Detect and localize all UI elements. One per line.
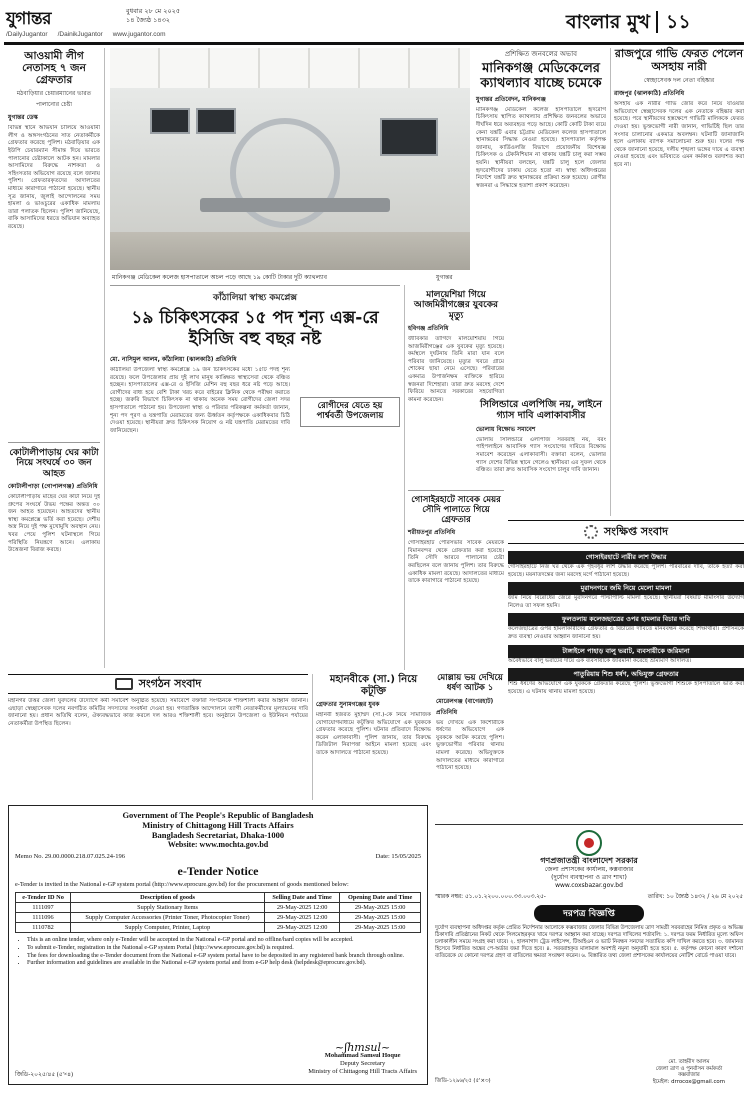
brief-news-icon <box>584 525 598 539</box>
tender-notice-coxsbazar <box>435 830 743 1088</box>
table-header: Opening Date and Time <box>340 893 421 903</box>
tender-address: Bangladesh Secretariat, Dhaka-1000 <box>151 830 285 840</box>
byline: রাজপুর (ঝালকাঠি) প্রতিনিধি <box>614 90 685 98</box>
kicker: প্রশিক্ষিত জনবলের অভাব <box>504 50 578 58</box>
byline: মোরেলগঞ্জ (বাগেরহাট) প্রতিনিধি <box>436 697 494 716</box>
headline: ১৯ চিকিৎসকের ১৫ পদ শূন্য এক্স-রে ইসিজি বহু বছর নষ্ট <box>131 308 379 349</box>
brief-item: মুরাদনগরে জমি নিয়ে মেলো মামলা জমি নিয়ে বিরোধের জেরে মুরাদনগরে পাল্টাপাল্টি মামলা হয়েছে। স্থানীয়রা বিষয়টি মীমাংসার উদ্যোগ নিলেও তা সফল হয়নি। <box>508 584 744 609</box>
tender-notes <box>27 937 421 968</box>
headline: সিলিন্ডারে এলপিজি নয়, লাইনে গ্যাস দাবি এলাকাবাসীর <box>480 399 602 421</box>
kicker: মঠবাড়িয়ার চেয়ারম্যানের ভারত পালানোর চেষ্টা <box>16 90 92 109</box>
divider <box>8 442 100 443</box>
list-item: • The fees for downloading the e-Tender document from the National e-GP system portal have to be deposited in any registered bank branch through online. <box>27 953 421 961</box>
headline-kotalipara: কোটালীপাড়ায় ঘের কাটা নিয়ে সংঘর্ষে ৩০ জন আহত <box>9 448 99 479</box>
pullquote-box <box>300 397 400 427</box>
social-facebook[interactable]: /DailyJugantor <box>6 31 48 38</box>
headline: মালয়েশিয়া গিয়ে আজমিরীগঞ্জের যুবকের মৃত্যু <box>414 290 498 321</box>
headline: মোল্লায় ভয় দেখিয়ে ধর্ষণ আটক ১ <box>437 673 503 693</box>
notice-gov: গণপ্রজাতন্ত্রী বাংলাদেশ সরকার <box>540 856 638 865</box>
table-row: 1111096 Supply Computer Accessories (Printer Toner, Photocopier Toner) 29-May-2025 12:00 29-May-2025 15:00 <box>16 913 421 923</box>
article-body: বিভিন্ন স্থানে অভিযান চালিয়ে আওয়ামী লীগ ও অঙ্গসংগঠনের সাত নেতাকর্মীকে গ্রেফতার করেছে পুলিশ। মঠবাড়িয়ার এক ইউপি চেয়ারম্যান সীমান্ত দিয়ে ভারতে পালানোর চেষ্টাকালে আটক হন। মামলার আসামিদের বিরুদ্ধে নাশকতা ও সহিংসতার অভিযোগ রয়েছে বলে জানায় পুলিশ। গ্রেফতারকৃতদের আদালতের মাধ্যমে কারাগারে পাঠানো হয়েছে। স্থানীয় সূত্র জানায়, জুলাই আন্দোলনের সময় হামলা ও ভাঙচুরের একাধিক মামলায় তারা পলাতক ছিলেন। পুলিশ জানিয়েছে, বাকি আসামিদের ধরতে অভিযান অব্যাহত রয়েছে। <box>8 125 100 230</box>
photo-caption: মানিকগঞ্জ মেডিকেল কলেজ হাসপাতালে অচল পড়ে আছে ১৯ কোটি টাকার দুটি ক্যাথল্যাব <box>112 274 327 281</box>
article-body: ভোলায় সিলিন্ডারে এলপিজি সরবরাহ নয়, বরং পাইপলাইনে আবাসিক গ্যাস সংযোগের দাবিতে বিক্ষোভ সমাবেশ করেছেন এলাকাবাসী। বক্তারা বলেন, ভোলার গ্যাস দেশের বিভিন্ন স্থানে গেলেও স্থানীয়রা এর সুফল থেকে বঞ্চিত। তারা দ্রুত আবাসিক সংযোগ চালুর দাবি জানান। <box>476 436 606 474</box>
byline: মো. নাসিমুল আলম, কাঁঠালিয়া (ঝালকাঠি) প্রতিনিধি <box>110 356 237 363</box>
table-header: e-Tender ID No <box>16 893 71 903</box>
tender-ministry: Ministry of Chittagong Hill Tracts Affairs <box>142 820 294 830</box>
notice-body: দুর্যোগ ব্যবস্থাপনা অধিদপ্তর কর্তৃক প্রেরিত নির্দেশনার আলোকে কক্সবাজার জেলার বিভিন্ন উপজেলায় ত্রাণ সামগ্রী সরবরাহের নিমিত্ত প্রকৃত ও অভিজ্ঞ ঠিকাদারি প্রতিষ্ঠানের নিকট থেকে সিলমোহরকৃত খামে দরপত্র আহ্বান করা যাচ্ছে। দরপত্র দাখিলের শর্তাবলি: ১. দরপত্র ফরম নির্ধারিত মূল্যে অফিস চলাকালীন সময়ে সংগ্রহ করা যাবে। ২. হালনাগাদ ট্রেড লাইসেন্স, টিআইএন ও ভ্যাট নিবন্ধন সনদের সত্যায়িত কপি দাখিল করতে হবে। ৩. জামানত হিসেবে নির্ধারিত অঙ্কের পে-অর্ডার জমা দিতে হবে। ৪. সরবরাহকৃত মালামাল অবশ্যই নমুনা অনুযায়ী হতে হবে। ৫. কর্তৃপক্ষ কোনো কারণ দর্শানো ব্যতিরেকে যে কোনো দরপত্র গ্রহণ বা বাতিলের ক্ষমতা সংরক্ষণ করেন। ৬. বিস্তারিত তথ্য জেলা প্রশাসকের কার্যালয়ের নোটিশ বোর্ডে পাওয়া যাবে। <box>435 925 743 959</box>
pullquote: রোগীদের যেতে হয় পার্শ্ববর্তী উপজেলায় <box>316 401 384 421</box>
list-item: • To submit e-Tender, registration in the National e-GP system Portal (http://www.eprocure.gov.bd) is required. <box>27 945 421 953</box>
article-body: মানিকগঞ্জ মেডিকেল কলেজ হাসপাতালে হৃদরোগ চিকিৎসায় স্থাপিত ক্যাথল্যাব প্রশিক্ষিত জনবলের অভাবে দীর্ঘদিন ধরে অব্যবহৃত পড়ে আছে। কোটি কোটি টাকা ব্যয়ে কেনা যন্ত্রটি এবার চট্টগ্রাম মেডিকেল কলেজ হাসপাতালে স্থানান্তরের সিদ্ধান্ত নেওয়া হয়েছে। হাসপাতাল কর্তৃপক্ষ জানায়, কার্ডিওলজি বিভাগে প্রয়োজনীয় বিশেষজ্ঞ চিকিৎসক ও টেকনিশিয়ান না থাকায় যন্ত্রটি চালু করা সম্ভব হয়নি। স্থানীয়রা বলছেন, যন্ত্রটি চালু হলে জেলার হৃদরোগীদের ঢাকায় যেতে হতো না। স্বাস্থ্য অধিদপ্তরের নির্দেশে যন্ত্রটি দ্রুত স্থানান্তরের প্রক্রিয়া শুরু হয়েছে। রোগীর স্বজনরা এ সিদ্ধান্তে হতাশা প্রকাশ করেছেন। <box>476 106 606 189</box>
table-row: 1110782 Supply Computer, Printer, Laptop 29-May-2025 12:00 29-May-2025 15:00 <box>16 923 421 933</box>
byline: ভোলায় বিক্ষোভ সমাবেশ <box>476 425 536 433</box>
tender-table <box>15 892 421 933</box>
headline: মানিকগঞ্জ মেডিকেলের ক্যাথল্যাব যাচ্ছে চমেকে <box>480 61 602 91</box>
article-body: মহানবী হজরত মুহাম্মদ (সা.)-কে নিয়ে সামাজিক যোগাযোগমাধ্যমে কটূক্তির অভিযোগে এক যুবককে গ্রেফতার করেছে পুলিশ। ঘটনার প্রতিবাদে বিক্ষোভ করেন এলাকাবাসী। পুলিশ জানায়, তার বিরুদ্ধে ডিজিটাল নিরাপত্তা আইনে মামলা হয়েছে এবং তাকে আদালতে পাঠানো হয়েছে। <box>316 712 431 756</box>
table-row: 1111097 Supply Stationary Items 29-May-2025 12:00 29-May-2025 15:00 <box>16 903 421 913</box>
issue-date: বুধবার ২৮ মে ২০২৫ ১৪ জ্যৈষ্ঠ ১৪৩২ <box>126 7 181 24</box>
notice-footer-code: জিডি-১২৯৬/২৫ (৫'×৩) <box>435 1078 491 1084</box>
brief-item: গোসাইরহাটে নারীর লাশ উদ্ধার গোসাইরহাটে নিজ ঘর থেকে এক গৃহবধূর লাশ উদ্ধার করেছে পুলিশ। পরিবারের দাবি, তাকে হত্যা করা হয়েছে। ময়নাতদন্তের জন্য মরদেহ মর্গে পাঠানো হয়েছে। <box>508 553 744 578</box>
notice-dept: (দুর্যোগ ব্যবস্থাপনা ও ত্রাণ শাখা) <box>551 874 627 881</box>
notice-signature-block: মো. তাহমীদ আলম জেলা ত্রাণ ও পুনর্বাসন কর্মকর্তা কক্সবাজার ইমেইল: drrocox@gmail.com <box>652 1058 725 1086</box>
headline: মহানবীকে (সা.) নিয়ে কটূক্তি <box>329 674 418 697</box>
byline-mayor-arrest: শরীয়তপুর প্রতিনিধি <box>408 529 456 537</box>
tender-memo-line: Memo No. 29.00.0000.218.07.025.24-196 Date: 15/05/2025 <box>15 853 421 860</box>
tender-gov: Government of The People's Republic of Bangladesh <box>122 810 314 820</box>
header-rule <box>4 42 744 45</box>
newspaper-icon <box>115 678 133 690</box>
tender-title: e-Tender Notice <box>177 864 259 878</box>
list-item: • This is an online tender, where only e-Tender will be accepted in the National e-GP portal and no offline/hard copies will be accepted. <box>27 937 421 945</box>
headline-mayor-arrest: গোসাইরহাটে সাবেক মেয়র সৌদি পালাতে গিয়ে গ্রেফতার <box>411 495 501 525</box>
article-body-kotalipara: কোটালীপাড়ায় মাছের ঘের কাটা নিয়ে দুই গ্রুপের সংঘর্ষে উভয় পক্ষের অন্তত ৩০ জন আহত হয়েছেন। আহতদের স্থানীয় স্বাস্থ্য কমপ্লেক্সে ভর্তি করা হয়েছে। দেশীয় অস্ত্র নিয়ে দুই পক্ষ মুখোমুখি অবস্থান নেয়। খবর পেয়ে পুলিশ ঘটনাস্থলে গিয়ে পরিস্থিতি নিয়ন্ত্রণে আনে। এলাকায় উত্তেজনা বিরাজ করছে। <box>8 494 100 554</box>
tender-website[interactable]: Website: www.mochta.gov.bd <box>167 840 269 849</box>
website-link[interactable]: www.jugantor.com <box>112 31 166 38</box>
page-header <box>0 0 748 44</box>
headline: রাজপুরে গাভি ফেরত পেলেন অসহায় নারী <box>614 47 744 73</box>
brief-item: টাঙ্গাইলে পাহাড় বালু ভরাট, ব্যবসায়ীকে জরিমানা অবৈধভাবে বালু ভরাটের দায়ে এক ব্যবসায়ীকে জরিমানা করেছে ভ্রাম্যমাণ আদালত। <box>508 645 744 666</box>
page-number: ১১ <box>656 11 691 33</box>
byline: যুগান্তর প্রতিবেদন, মানিকগঞ্জ <box>476 95 546 103</box>
brief-news-list <box>508 548 744 818</box>
notice-website[interactable]: www.coxsbazar.gov.bd <box>555 882 623 889</box>
kicker: কাঁঠালিয়া স্বাস্থ্য কমপ্লেক্স <box>212 293 298 303</box>
article-body-mayor-arrest: গোসাইরহাট পৌরসভার সাবেক মেয়রকে বিমানবন্দর থেকে গ্রেফতার করা হয়েছে। তিনি সৌদি আরবে পালানোর চেষ্টা করছিলেন বলে জানায় পুলিশ। তার বিরুদ্ধে একাধিক মামলা রয়েছে। আদালতের মাধ্যমে তাকে কারাগারে পাঠানো হয়েছে। <box>408 540 504 585</box>
article-body: কাঁঠালিয়া উপজেলা স্বাস্থ্য কমপ্লেক্সে ১৯ জন চিকিৎসকের মধ্যে ১৫টি পদই শূন্য রয়েছে। ফলে উপজেলার প্রায় দুই লাখ মানুষ কাঙ্ক্ষিত স্বাস্থ্যসেবা থেকে বঞ্চিত হচ্ছেন। হাসপাতালের এক্স-রে ও ইসিজি মেশিন বহু বছর ধরে নষ্ট পড়ে আছে। রোগীদের বাধ্য হয়ে বেশি টাকা খরচ করে বাইরের ক্লিনিক থেকে পরীক্ষা করাতে হচ্ছে। জরুরি বিভাগে চিকিৎসক না থাকায় অনেক সময় রোগীদের জেলা সদর হাসপাতালে পাঠানো হয়। উপজেলা স্বাস্থ্য ও পরিবার পরিকল্পনা কর্মকর্তা জানান, শূন্য পদ পূরণ ও যন্ত্রপাতি মেরামতের জন্য ঊর্ধ্বতন কর্তৃপক্ষকে একাধিকবার চিঠি দেওয়া হয়েছে। স্থানীয়রা দ্রুত চিকিৎসক নিয়োগ ও নষ্ট যন্ত্রপাতি মেরামতের দাবি জানিয়েছেন। <box>110 367 290 434</box>
table-header: Selling Date and Time <box>265 893 340 903</box>
social-links <box>6 31 165 38</box>
handwritten-signature: ~ʃhmsul~ <box>335 1041 391 1054</box>
social-youtube[interactable]: /DainikJugantor <box>57 31 103 38</box>
article-cow-returned <box>614 48 744 516</box>
article-blasphemy <box>316 674 431 800</box>
article-body: অসহায় এক নারীর গাভি জোর করে নিয়ে যাওয়ার অভিযোগে স্বেচ্ছাসেবক দলের এক নেতাকে বহিষ্কার করা হয়েছে। পরে স্থানীয়দের হস্তক্ষেপে গাভিটি মালিককে ফেরত দেওয়া হয়। ভুক্তভোগী নারী জানান, গাভিটিই ছিল তার সংসার চালানোর একমাত্র অবলম্বন। ঘটনাটি জানাজানি হলে এলাকায় ব্যাপক সমালোচনা শুরু হয়। দলের পক্ষ থেকে জানানো হয়েছে, দলীয় শৃঙ্খলা ভঙ্গের দায়ে এ ব্যবস্থা নেওয়া হয়েছে এবং ভবিষ্যতে এমন কর্মকাণ্ড বরদাশত করা হবে না। <box>614 101 744 169</box>
tender-footer-code: জিডি-২০২৫/৪৫ (৫'×৪) <box>15 1072 74 1078</box>
article-health-complex <box>110 290 400 665</box>
masthead-logo: যুগান্তর <box>6 9 51 29</box>
notice-office: জেলা প্রশাসকের কার্যালয়, কক্সবাজার <box>544 866 634 873</box>
list-item: • Further information and guidelines are available in the National e-GP system portal and from e-GP help desk (helpdesk@eprocure.gov.bd). <box>27 960 421 968</box>
e-tender-notice <box>8 805 428 1085</box>
photo-credit: যুগান্তর <box>436 274 453 281</box>
byline: গ্রেফতার সুনামগঞ্জের যুবক <box>316 701 380 708</box>
organization-news-body: মহানগর উত্তর জেলা যুবদলের উদ্যোগে কর্মী সমাবেশ অনুষ্ঠিত হয়েছে। সমাবেশে বক্তারা সংগঠনকে শক্তিশালী করার আহ্বান জানান। এছাড়া স্বেচ্ছাসেবক দলের নবগঠিত কমিটির সদস্যদের সংবর্ধনা দেওয়া হয়। গণতান্ত্রিক আন্দোলনে ত্যাগী নেতাকর্মীদের মূল্যায়নের দাবি জানানো হয়। প্রধান অতিথি বলেন, ঐক্যবদ্ধভাবে কাজ করলে দল আরও শক্তিশালী হবে। অনুষ্ঠানে উপজেলা ও ইউনিয়ন পর্যায়ের নেতাকর্মীরা উপস্থিত ছিলেন। <box>8 698 308 727</box>
article-body: ভয় দেখিয়ে এক কিশোরীকে ধর্ষণের অভিযোগে এক যুবককে আটক করেছে পুলিশ। ভুক্তভোগীর পরিবার থানায় মামলা করেছে। অভিযুক্তকে আদালতের মাধ্যমে কারাগারে পাঠানো হয়েছে। <box>436 719 504 772</box>
tender-intro: e-Tender is invited in the National e-GP system portal (http://www.eprocure.gov.bd) for the procurement of goods mentioned below: <box>15 881 349 888</box>
byline-kotalipara: কোটালীপাড়া (গোপালগঞ্জ) প্রতিনিধি <box>8 483 98 491</box>
notice-title: দরপত্র বিজ্ঞপ্তি <box>534 905 644 922</box>
brief-news-header: সংক্ষিপ্ত সংবাদ <box>508 520 744 544</box>
byline: যুগান্তর ডেস্ক <box>8 114 38 122</box>
kicker: স্বেচ্ছাসেবক দল নেতা বহিষ্কার <box>643 77 715 85</box>
tender-signature-block: ~ʃhmsul~ Mohammad Samsul Hoque Deputy Secretary Ministry of Chittagong Hill Tracts Affairs <box>308 1041 417 1075</box>
article-molla <box>436 674 504 824</box>
section-title: বাংলার মুখ ১১ <box>566 11 691 33</box>
headline: আওয়ামী লীগ নেতাসহ ৭ জন গ্রেফতার <box>22 50 86 87</box>
article-awami-league <box>8 50 100 572</box>
byline: হবিগঞ্জ প্রতিনিধি <box>408 325 449 333</box>
organization-news-header: সংগঠন সংবাদ <box>8 674 308 694</box>
government-seal <box>576 830 602 856</box>
article-body: জীবিকার তাগিদে মালয়েশিয়ায় গিয়ে আজমিরীগঞ্জের এক যুবকের মৃত্যু হয়েছে। কর্মস্থলে দুর্ঘটনায় তিনি মারা যান বলে পরিবার জানিয়েছে। মৃত্যুর খবরে গ্রামে শোকের ছায়া নেমে এসেছে। পরিবারের একমাত্র উপার্জনক্ষম ব্যক্তিকে হারিয়ে স্বজনরা দিশেহারা। তারা দ্রুত মরদেহ দেশে ফিরিয়ে আনতে সরকারের সহযোগিতা কামনা করেছেন। <box>408 336 504 403</box>
brief-item: ফুলতলায় কলেজছাত্রের ওপর হামলার বিচার দাবি কলেজছাত্রের ওপর হামলাকারীদের গ্রেফতার ও বিচারের দাবিতে মানববন্ধন করেছে শিক্ষার্থীরা। প্রশাসনকে দ্রুত ব্যবস্থা নেওয়ার আহ্বান জানানো হয়। <box>508 615 744 640</box>
brief-item: পাতুরিয়ায় শিশু ধর্ষণ, অভিযুক্ত গ্রেফতার শিশু ধর্ষণের অভিযোগে এক যুবককে গ্রেফতার করেছে পুলিশ। ভুক্তভোগী শিশুকে হাসপাতালে ভর্তি করা হয়েছে। এ ঘটনায় থানায় মামলা হয়েছে। <box>508 670 744 695</box>
cathlab-photo <box>110 48 470 270</box>
notice-memo-line: স্মারক নম্বর: ৫১.০১.২২০০.০০০.৩৩.০০৩.২৫- তারিখ: ১০ জ্যৈষ্ঠ ১৪৩২ / ২৬ মে ২০২৫ <box>435 894 743 900</box>
article-lpg <box>476 400 606 516</box>
table-header: Description of goods <box>71 893 265 903</box>
